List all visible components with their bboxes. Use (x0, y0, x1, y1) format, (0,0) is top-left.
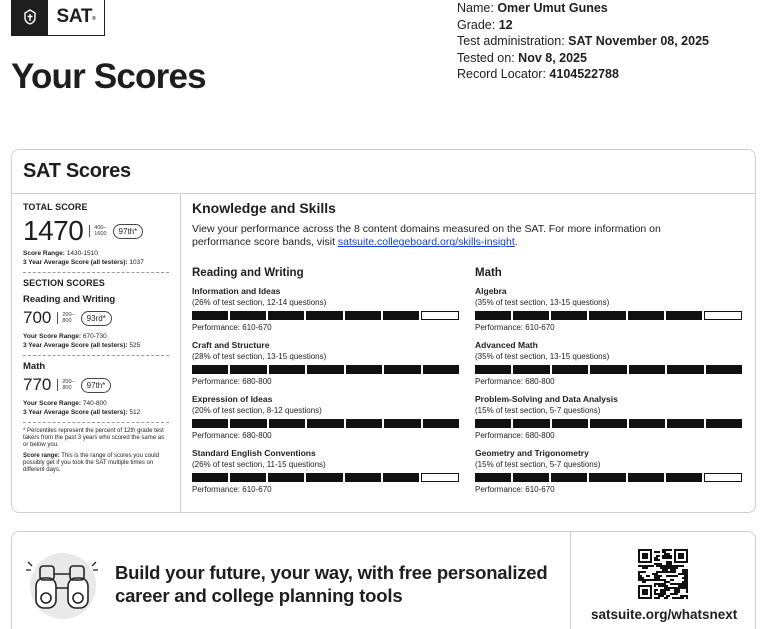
performance-segment (706, 419, 742, 428)
domain-item (192, 448, 460, 502)
sat-logo (11, 0, 105, 36)
domain-item (192, 340, 460, 394)
performance-segment (306, 473, 342, 482)
performance-segment (667, 419, 703, 428)
performance-segment (628, 311, 664, 320)
record-locator: 4104522788 (549, 67, 619, 82)
performance-segment (269, 365, 305, 374)
domain-name: Expression of Ideas (192, 394, 273, 404)
domain-name: Craft and Structure (192, 340, 270, 350)
performance-segment (590, 419, 626, 428)
performance-segment (475, 473, 511, 482)
domain-performance: Performance: 610-670 (475, 485, 555, 494)
knowledge-skills-description: View your performance across the 8 content domains measured on the SAT. For more information on performance score bands, visit satsuite.collegeboard.org/skills-insight. (192, 223, 661, 249)
performance-segment (230, 311, 266, 320)
performance-segment (421, 311, 459, 320)
performance-segment (192, 419, 228, 428)
performance-segment (706, 365, 742, 374)
performance-segment (345, 311, 381, 320)
rw-domains-title: Reading and Writing (192, 267, 304, 279)
acorn-icon (12, 0, 48, 35)
total-score: 1470 (23, 215, 84, 246)
performance-bar (192, 311, 459, 320)
performance-segment (475, 419, 511, 428)
domain-name: Information and Ideas (192, 286, 281, 296)
performance-segment (383, 311, 419, 320)
performance-segment (421, 473, 459, 482)
performance-segment (513, 311, 549, 320)
performance-segment (268, 473, 304, 482)
percentile-footnote: * Percentiles represent the percent of 12th grade test takers from the past 3 years who scored the same as or below you. (23, 428, 165, 448)
total-percentile-badge: 97th* (113, 224, 144, 239)
divider (23, 355, 169, 356)
rw-percentile-badge: 93rd* (81, 311, 112, 326)
score-summary: TOTAL SCORE 1470 400– 1600 97th* Score Range: 1430-1510 3 Year Average Score (all testers): 1037 SECTION SCORES Reading and Writing 700 200– 800 93rd* Your Score Range: 670-730 3 Year Average Score (all testers): 525 Math 770 200– 800 97th* Your Score Range: 740-800 3 Year Average Score (all testers): 512 * Percentiles represent the percent of 12th grade test takers from the past 3 years who scored the same as or below you. Score range: This is the range of scores you could possibly get if you took the SAT multiple times on different days. (12, 194, 181, 512)
domain-performance: Performance: 680-800 (475, 377, 555, 386)
performance-segment (383, 473, 419, 482)
performance-bar (192, 473, 459, 482)
student-grade: 12 (498, 17, 513, 32)
test-administration: SAT November 08, 2025 (568, 34, 709, 49)
domain-performance: Performance: 680-800 (475, 431, 555, 440)
rw-domains (192, 267, 460, 502)
performance-segment (346, 419, 382, 428)
divider (570, 532, 571, 629)
performance-segment (268, 311, 304, 320)
performance-segment (551, 473, 587, 482)
binoculars-icon (22, 552, 104, 625)
page-title: Your Scores (11, 57, 206, 96)
performance-segment (192, 473, 228, 482)
rw-score-range: 670-730 (82, 333, 107, 340)
promo-banner (11, 531, 756, 629)
domain-name: Advanced Math (475, 340, 538, 350)
total-score-label: TOTAL SCORE (23, 202, 88, 212)
math-score: 770 (23, 375, 52, 394)
domain-weight: (20% of test section, 8-12 questions) (192, 406, 322, 415)
domain-weight: (15% of test section, 5-7 questions) (475, 460, 601, 469)
section-scores-label: SECTION SCORES (23, 278, 105, 288)
divider (23, 422, 169, 423)
score-range-footnote: Score range: This is the range of scores you could possibly get if you took the SAT multiple times on different days. (23, 453, 159, 473)
student-name: Omer Umut Gunes (497, 1, 608, 15)
domain-performance: Performance: 680-800 (192, 377, 272, 386)
domain-item (475, 286, 743, 340)
performance-segment (552, 365, 588, 374)
performance-segment (551, 311, 587, 320)
domain-performance: Performance: 680-800 (192, 431, 272, 440)
rw-average: 525 (129, 341, 141, 349)
total-score-range: 1430-1510 (66, 250, 98, 257)
performance-segment (306, 311, 342, 320)
performance-segment (629, 419, 665, 428)
performance-bar (192, 365, 459, 374)
performance-segment (384, 419, 420, 428)
rw-score: 700 (23, 308, 52, 327)
performance-segment (345, 473, 381, 482)
performance-bar (475, 311, 742, 320)
knowledge-skills (192, 194, 755, 512)
domain-weight: (15% of test section, 5-7 questions) (475, 406, 601, 415)
math-percentile-badge: 97th* (81, 378, 112, 393)
performance-segment (552, 419, 588, 428)
performance-segment (589, 311, 625, 320)
domain-name: Standard English Conventions (192, 448, 316, 458)
divider (23, 272, 169, 273)
knowledge-skills-title: Knowledge and Skills (192, 200, 336, 216)
whatsnext-link[interactable]: satsuite.org/whatsnext (591, 607, 738, 622)
promo-headline: Build your future, your way, with free personalized career and college planning tools (115, 562, 548, 606)
tested-date: Nov 8, 2025 (518, 50, 587, 65)
domain-item (475, 340, 743, 394)
domain-performance: Performance: 610-670 (192, 323, 272, 332)
math-score-range: 740-800 (82, 400, 107, 407)
performance-segment (628, 473, 664, 482)
performance-segment (230, 473, 266, 482)
domain-item (192, 394, 460, 448)
performance-segment (513, 365, 549, 374)
performance-segment (230, 419, 266, 428)
domain-name: Problem-Solving and Data Analysis (475, 394, 618, 404)
performance-segment (667, 365, 703, 374)
domain-performance: Performance: 610-670 (475, 323, 555, 332)
performance-segment (589, 473, 625, 482)
performance-segment (269, 419, 305, 428)
total-score-scale: 400– 1600 (89, 225, 106, 237)
qr-code-icon[interactable] (638, 549, 688, 604)
logo-text: SAT ® (56, 6, 96, 27)
skills-insight-link[interactable]: satsuite.collegeboard.org/skills-insight (337, 236, 515, 249)
math-score-scale: 200– 800 (57, 379, 74, 391)
domain-item (475, 394, 743, 448)
performance-segment (513, 419, 549, 428)
domain-weight: (28% of test section, 13-15 questions) (192, 352, 327, 361)
domain-weight: (35% of test section, 13-15 questions) (475, 352, 610, 361)
student-info: Name: Omer Umut Gunes Grade: 12 Test administration: SAT November 08, 2025 Tested on: Nov 8, 2025 Record Locator: 4104522788 (457, 1, 709, 82)
domain-weight: (35% of test section, 13-15 questions) (475, 298, 610, 307)
performance-segment (666, 311, 702, 320)
domain-performance: Performance: 610-670 (192, 485, 272, 494)
performance-segment (192, 365, 228, 374)
performance-segment (590, 365, 626, 374)
performance-segment (346, 365, 382, 374)
domain-item (192, 286, 460, 340)
scores-heading: SAT Scores (23, 160, 131, 182)
domain-weight: (26% of test section, 11-15 questions) (192, 460, 326, 469)
performance-segment (513, 473, 549, 482)
performance-segment (475, 311, 511, 320)
performance-segment (384, 365, 420, 374)
domain-item (475, 448, 743, 502)
rw-section-name: Reading and Writing (23, 294, 116, 305)
performance-segment (475, 365, 511, 374)
performance-bar (475, 419, 742, 428)
performance-segment (307, 419, 343, 428)
performance-segment (423, 419, 459, 428)
performance-segment (629, 365, 665, 374)
math-average: 512 (129, 408, 141, 416)
rw-score-scale: 200– 800 (57, 312, 74, 324)
performance-bar (475, 473, 742, 482)
performance-bar (192, 419, 459, 428)
math-domains-title: Math (475, 267, 502, 279)
math-domains (475, 267, 743, 502)
performance-segment (666, 473, 702, 482)
math-section-name: Math (23, 361, 46, 372)
total-average: 1037 (129, 258, 144, 266)
performance-segment (230, 365, 266, 374)
scores-card (11, 149, 756, 513)
performance-segment (307, 365, 343, 374)
performance-segment (192, 311, 228, 320)
performance-segment (704, 311, 742, 320)
performance-segment (704, 473, 742, 482)
performance-bar (475, 365, 742, 374)
domain-name: Geometry and Trigonometry (475, 448, 589, 458)
domain-weight: (26% of test section, 12-14 questions) (192, 298, 327, 307)
performance-segment (423, 365, 459, 374)
domain-name: Algebra (475, 286, 507, 296)
